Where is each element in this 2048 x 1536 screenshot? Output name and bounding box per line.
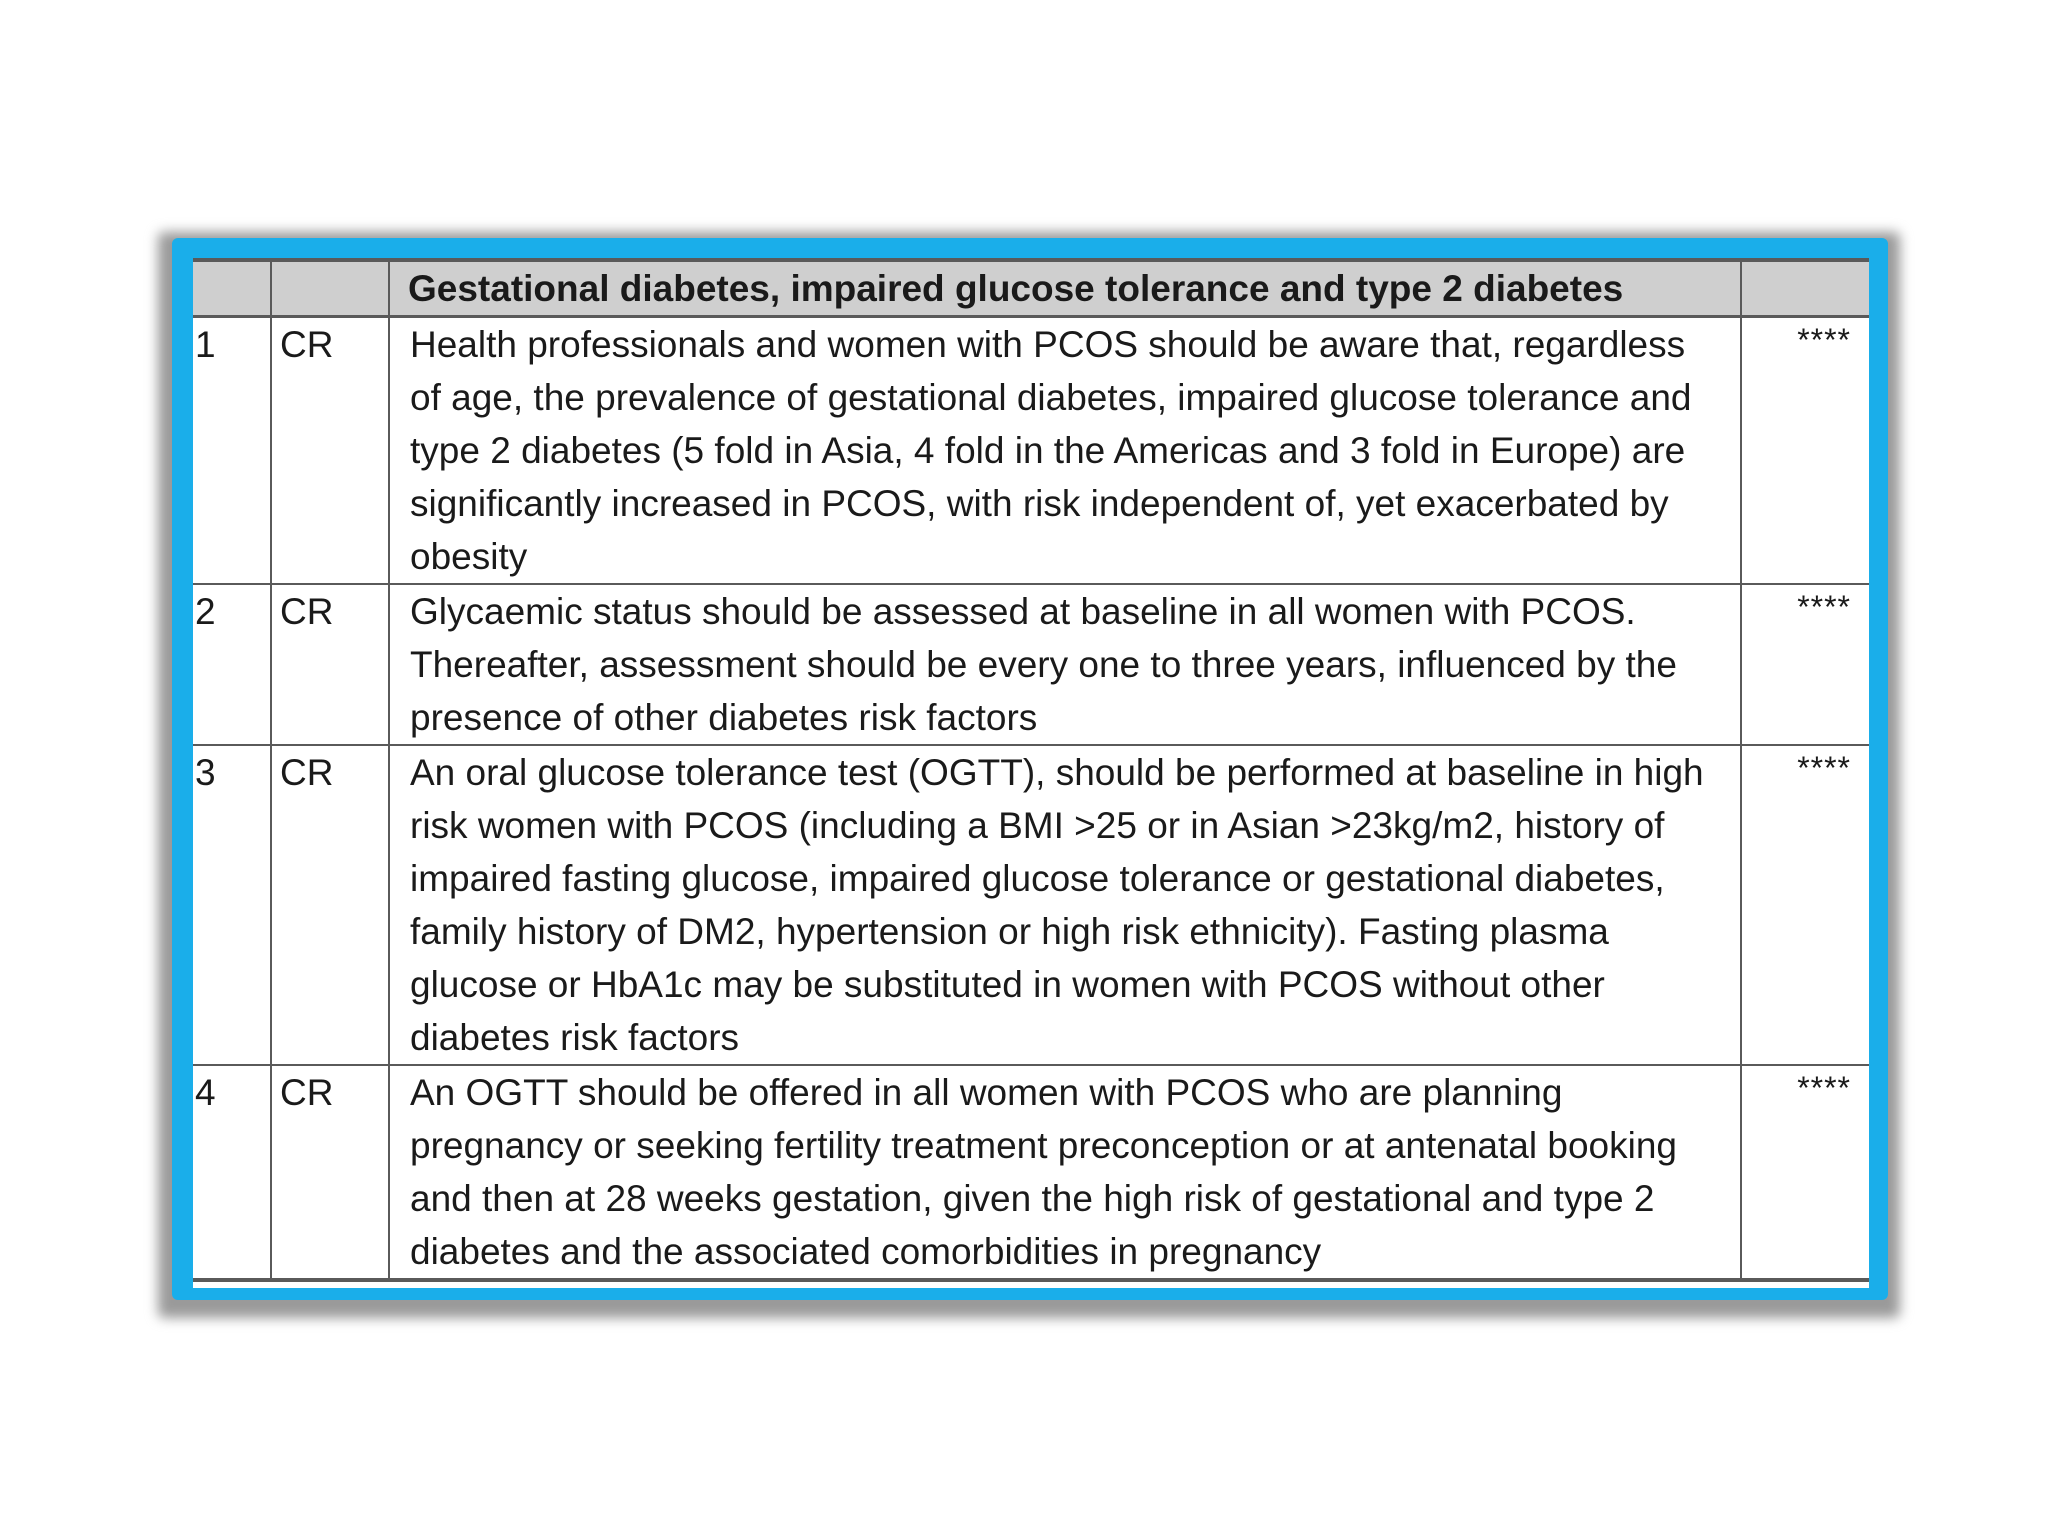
recommendation-text: An OGTT should be offered in all women with PCOS who are planning pregnancy or seeking fertility treatment preconception or at antenatal booking and then at 28 weeks gestation, given the high risk of gestational and type 2 diabetes and the associated comorbidities in pregnancy: [389, 1065, 1741, 1280]
table-row: [193, 584, 1869, 745]
header-grade-cell: [1741, 260, 1869, 317]
recommendations-table-container: [193, 258, 1869, 1288]
header-code-cell: [271, 260, 389, 317]
recommendation-type: CR: [271, 745, 389, 1065]
row-number: 1: [193, 317, 271, 585]
row-number: 4: [193, 1065, 271, 1280]
recommendation-type: CR: [271, 584, 389, 745]
recommendation-text: An oral glucose tolerance test (OGTT), should be performed at baseline in high risk women with PCOS (including a BMI >25 or in Asian >23kg/m2, history of impaired fasting glucose, impaired glucose tolerance or gestational diabetes, family history of DM2, hypertension or high risk ethnicity). Fasting plasma glucose or HbA1c may be substituted in women with PCOS without other diabetes risk factors: [389, 745, 1741, 1065]
table-row: [193, 745, 1869, 1065]
recommendation-type: CR: [271, 1065, 389, 1280]
header-num-cell: [193, 260, 271, 317]
recommendation-grade: ****: [1741, 1065, 1869, 1280]
recommendation-grade: ****: [1741, 745, 1869, 1065]
table-row: [193, 1065, 1869, 1280]
recommendation-grade: ****: [1741, 584, 1869, 745]
recommendation-type: CR: [271, 317, 389, 585]
recommendation-text: Glycaemic status should be assessed at baseline in all women with PCOS. Thereafter, assessment should be every one to three years, influenced by the presence of other diabetes risk factors: [389, 584, 1741, 745]
recommendations-table: [193, 258, 1869, 1282]
table-header-row: [193, 260, 1869, 317]
row-number: 3: [193, 745, 271, 1065]
row-number: 2: [193, 584, 271, 745]
recommendation-text: Health professionals and women with PCOS should be aware that, regardless of age, the prevalence of gestational diabetes, impaired glucose tolerance and type 2 diabetes (5 fold in Asia, 4 fold in the Americas and 3 fold in Europe) are significantly increased in PCOS, with risk independent of, yet exacerbated by obesity: [389, 317, 1741, 585]
recommendation-grade: ****: [1741, 317, 1869, 585]
table-row: [193, 317, 1869, 585]
table-title: Gestational diabetes, impaired glucose tolerance and type 2 diabetes: [389, 260, 1741, 317]
